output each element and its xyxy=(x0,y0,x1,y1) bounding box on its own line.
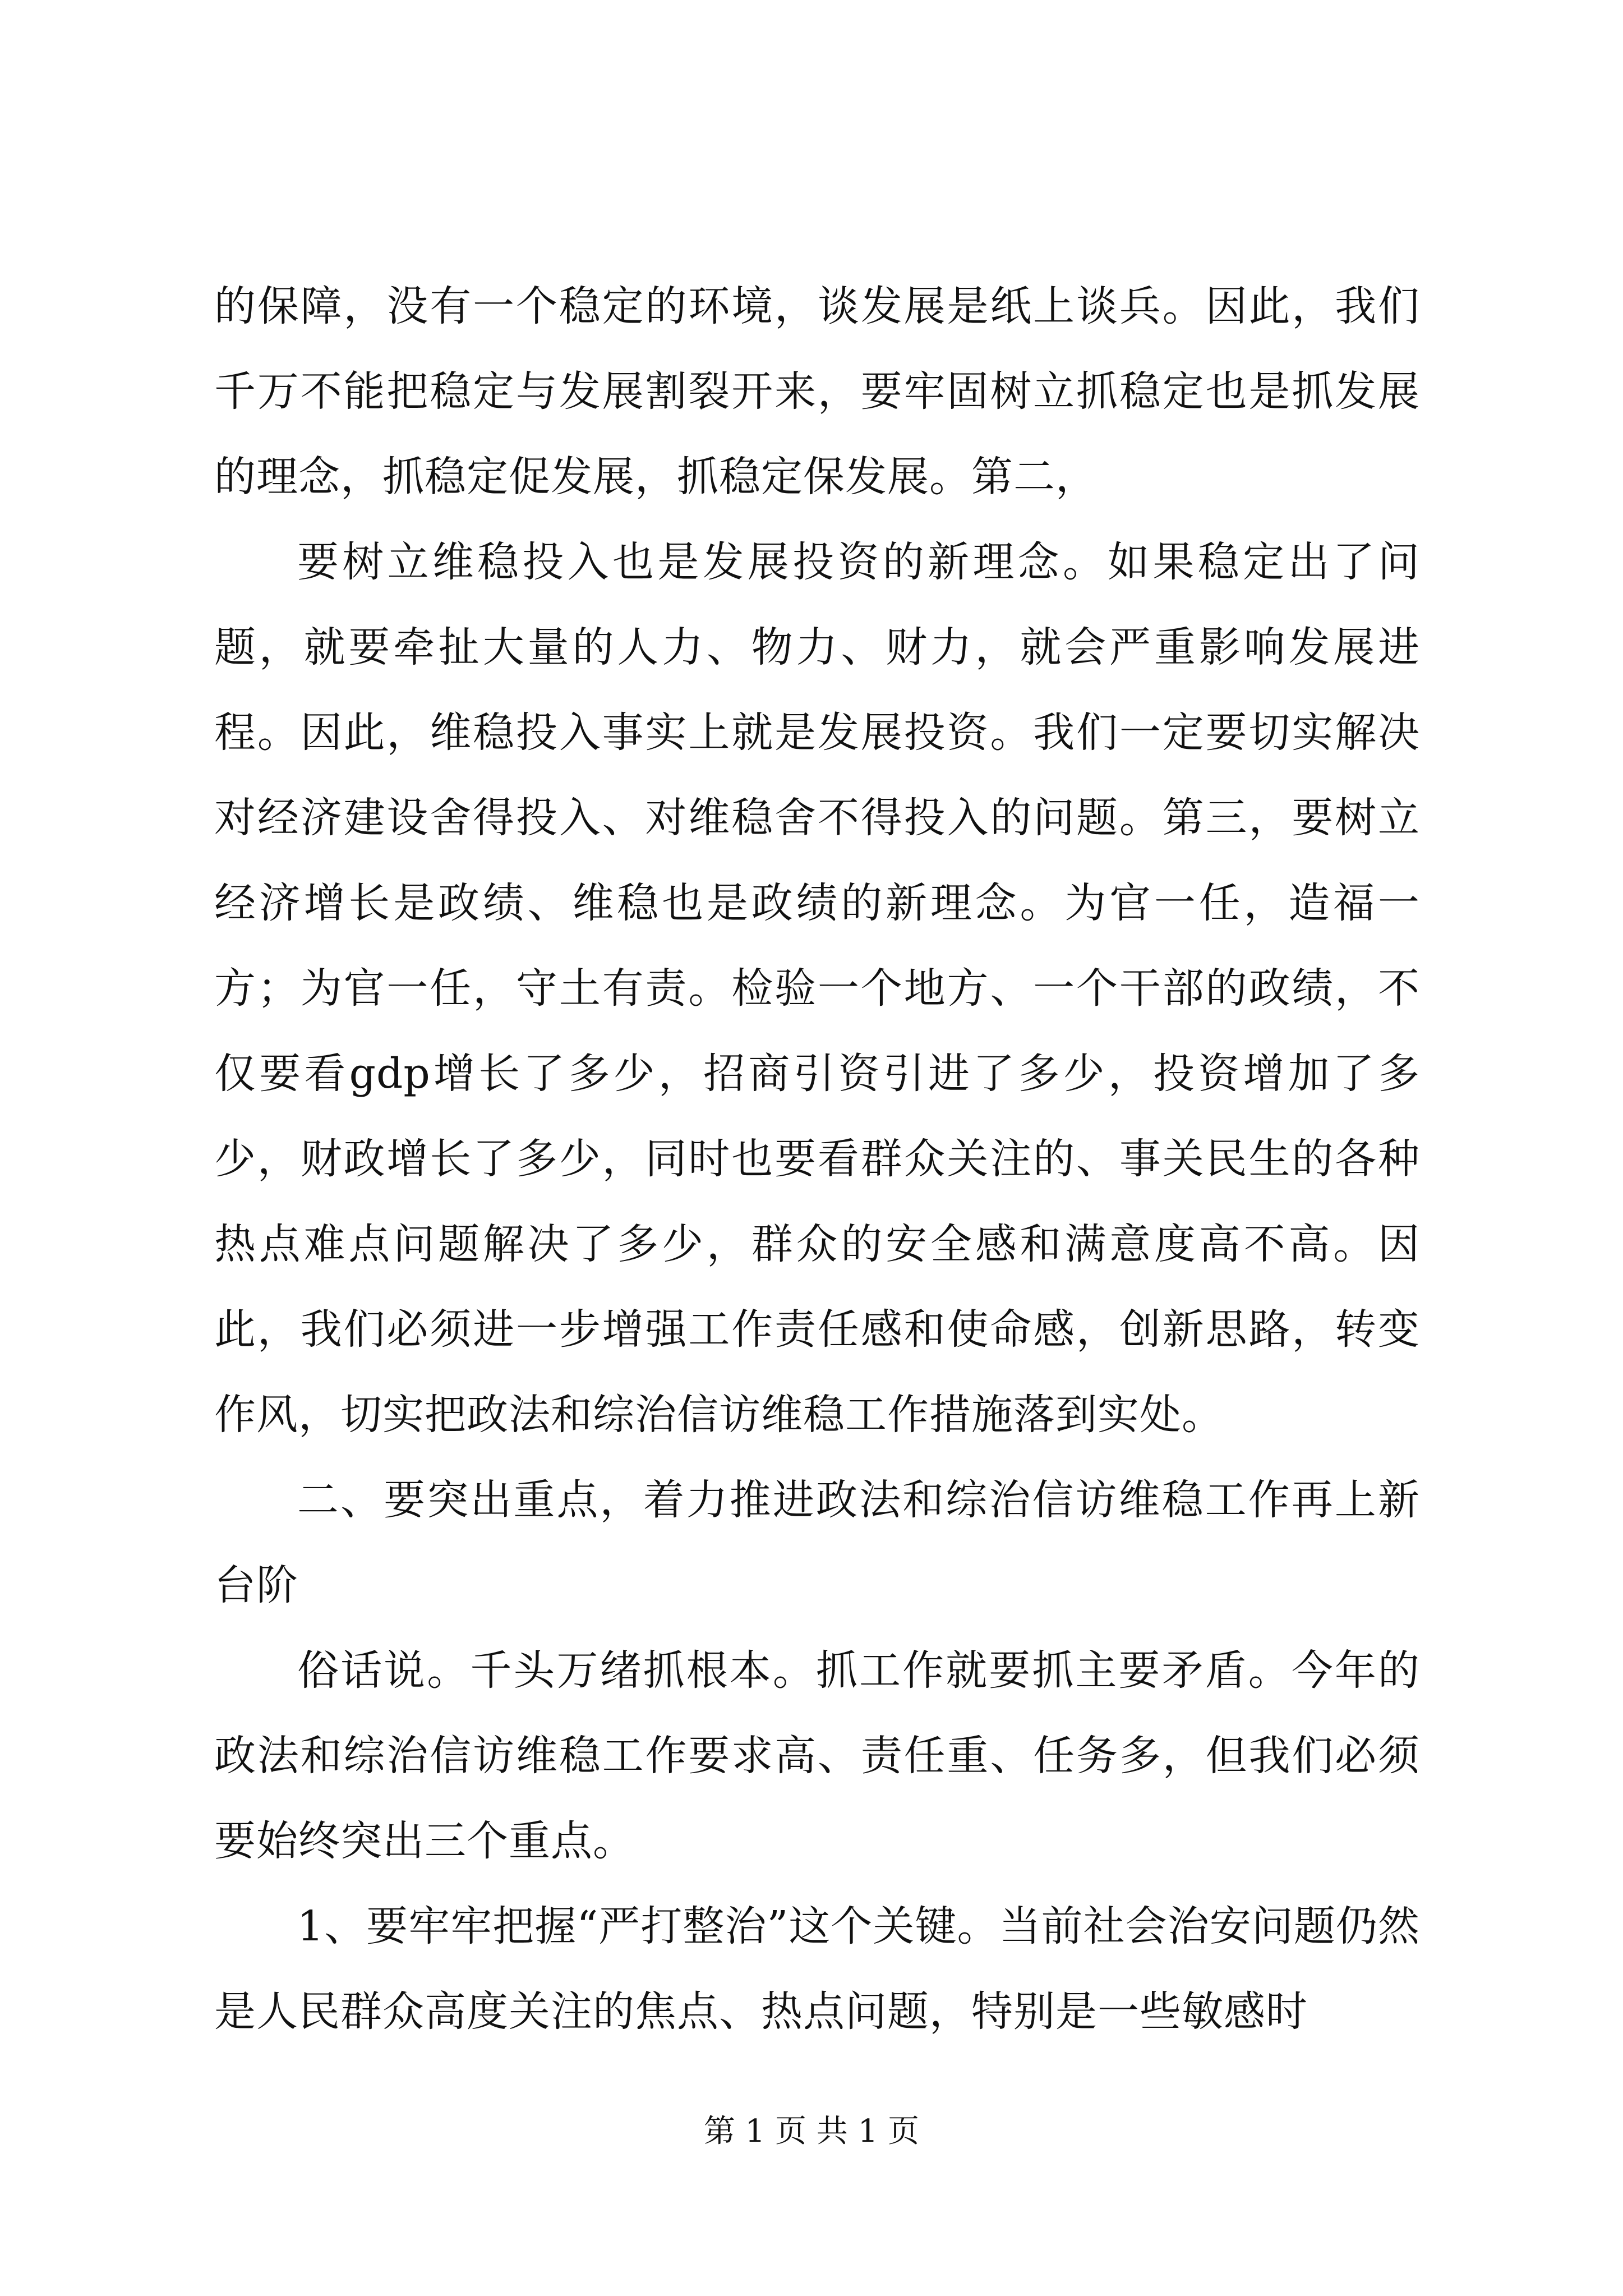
paragraph-key-points: 俗话说。千头万绪抓根本。抓工作就要抓主要矛盾。今年的政法和综治信访维稳工作要求高、责任重、任务多，但我们必须要始终突出三个重点。 xyxy=(214,1646,1420,1865)
document-body xyxy=(214,264,1420,2054)
paragraph-item-1: 1、要牢牢把握“严打整治”这个关键。当前社会治安问题仍然是人民群众高度关注的焦点、热点问题，特别是一些敏感时 xyxy=(214,1902,1420,2036)
section-heading-2: 二、要突出重点，着力推进政法和综治信访维稳工作再上新台阶 xyxy=(214,1476,1420,1609)
page-footer: 第 1 页 共 1 页 xyxy=(703,2113,920,2150)
paragraph-continuation: 的保障，没有一个稳定的环境，谈发展是纸上谈兵。因此，我们千万不能把稳定与发展割裂开来，要牢固树立抓稳定也是抓发展的理念，抓稳定促发展，抓稳定保发展。第二， xyxy=(214,282,1420,501)
paragraph-investment: 要树立维稳投入也是发展投资的新理念。如果稳定出了问题，就要牵扯大量的人力、物力、财力，就会严重影响发展进程。因此，维稳投入事实上就是发展投资。我们一定要切实解决对经济建设舍得投入、对维稳舍不得投入的问题。第三，要树立经济增长是政绩、维稳也是政绩的新理念。为官一任，造福一方；为官一任，守土有责。检验一个地方、一个干部的政绩，不仅要看gdp增长了多少，招商引资引进了多少，投资增加了多少，财政增长了多少，同时也要看群众关注的、事关民生的各种热点难点问题解决了多少，群众的安全感和满意度高不高。因此，我们必须进一步增强工作责任感和使命感，创新思路，转变作风，切实把政法和综治信访维稳工作措施落到实处。 xyxy=(214,538,1420,1439)
